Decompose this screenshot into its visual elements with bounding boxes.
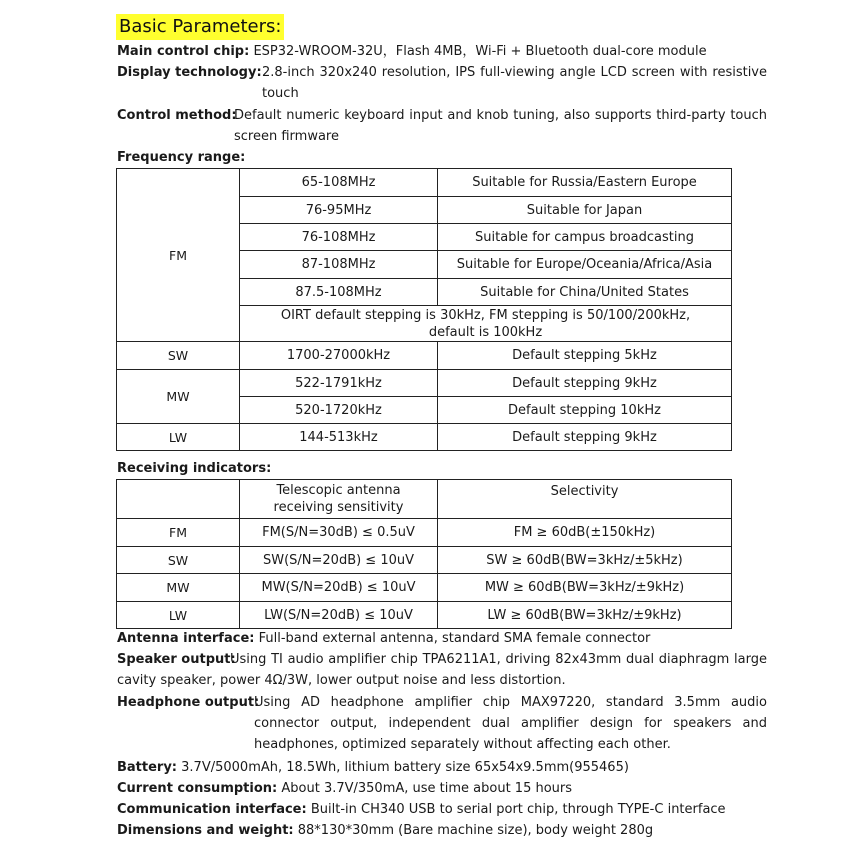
consumption-value: About 3.7V/350mA, use time about 15 hours <box>281 781 573 796</box>
mw-band-cell: MW <box>117 370 240 424</box>
receiving-table <box>116 479 732 629</box>
range-cell: 76-95MHz <box>240 197 438 224</box>
range-cell: 65-108MHz <box>240 169 438 197</box>
band-cell: LW <box>117 602 240 629</box>
table-row <box>117 169 732 197</box>
note-cell: Default stepping 9kHz <box>438 370 732 397</box>
table-row <box>117 519 732 547</box>
frequency-range-label: Frequency range: <box>117 150 246 165</box>
sensitivity-cell: MW(S/N=20dB) ≤ 10uV <box>240 574 438 602</box>
sw-band-cell: SW <box>117 342 240 370</box>
control-method-label: Control method: <box>117 108 237 123</box>
range-cell: 76-108MHz <box>240 224 438 251</box>
dimensions-row <box>117 820 653 841</box>
note-cell: Default stepping 5kHz <box>438 342 732 370</box>
sensitivity-cell: FM(S/N=30dB) ≤ 0.5uV <box>240 519 438 547</box>
range-cell: 87.5-108MHz <box>240 279 438 306</box>
communication-label: Communication interface: <box>117 802 307 817</box>
range-cell: 522-1791kHz <box>240 370 438 397</box>
communication-value: Built-in CH340 USB to serial port chip, through TYPE-C interface <box>310 802 726 817</box>
dimensions-label: Dimensions and weight: <box>117 823 294 838</box>
headphone-label: Headphone output: <box>117 695 260 710</box>
communication-row <box>117 799 726 820</box>
speaker-label: Speaker output: <box>117 652 236 667</box>
fm-band-cell: FM <box>117 169 240 342</box>
antenna-value: Full-band external antenna, standard SMA female connector <box>258 631 651 646</box>
selectivity-cell: MW ≥ 60dB(BW=3kHz/±9kHz) <box>438 574 732 602</box>
consumption-label: Current consumption: <box>117 781 278 796</box>
table-row <box>117 424 732 451</box>
range-cell: 520-1720kHz <box>240 397 438 424</box>
control-method-value: Default numeric keyboard input and knob tuning, also supports third-party touch screen firmware <box>234 108 767 144</box>
antenna-row <box>117 628 650 649</box>
antenna-label: Antenna interface: <box>117 631 255 646</box>
table-row <box>117 370 732 397</box>
table-row <box>117 574 732 602</box>
display-label: Display technology: <box>117 65 262 80</box>
table-row <box>117 602 732 629</box>
band-cell: MW <box>117 574 240 602</box>
fm-note-cell: OIRT default stepping is 30kHz, FM stepping is 50/100/200kHz, default is 100kHz <box>240 306 732 342</box>
sensitivity-cell: SW(S/N=20dB) ≤ 10uV <box>240 547 438 574</box>
selectivity-cell: SW ≥ 60dB(BW=3kHz/±5kHz) <box>438 547 732 574</box>
note-cell: Suitable for China/United States <box>438 279 732 306</box>
table-row <box>117 342 732 370</box>
speaker-value: Using TI audio amplifier chip TPA6211A1, driving 82x43mm dual diaphragm large cavity speaker, power 4Ω/3W, lower output noise and less distortion. <box>117 652 767 688</box>
band-cell: FM <box>117 519 240 547</box>
range-cell: 1700-27000kHz <box>240 342 438 370</box>
selectivity-header: Selectivity <box>438 480 732 519</box>
note-cell: Default stepping 10kHz <box>438 397 732 424</box>
battery-row <box>117 757 629 778</box>
battery-label: Battery: <box>117 760 178 775</box>
range-cell: 144-513kHz <box>240 424 438 451</box>
frequency-table <box>116 168 732 451</box>
dimensions-value: 88*130*30mm (Bare machine size), body weight 280g <box>297 823 654 838</box>
lw-band-cell: LW <box>117 424 240 451</box>
table-header-row <box>117 480 732 519</box>
note-cell: Default stepping 9kHz <box>438 424 732 451</box>
table-row <box>117 547 732 574</box>
selectivity-cell: LW ≥ 60dB(BW=3kHz/±9kHz) <box>438 602 732 629</box>
display-value: 2.8-inch 320x240 resolution, IPS full-viewing angle LCD screen with resistive touch <box>262 65 767 101</box>
sensitivity-cell: LW(S/N=20dB) ≤ 10uV <box>240 602 438 629</box>
sensitivity-header: Telescopic antenna receiving sensitivity <box>240 480 438 519</box>
note-cell: Suitable for Russia/Eastern Europe <box>438 169 732 197</box>
band-cell: SW <box>117 547 240 574</box>
note-cell: Suitable for Japan <box>438 197 732 224</box>
page-title: Basic Parameters: <box>116 14 284 40</box>
main-control-row <box>117 41 707 62</box>
selectivity-cell: FM ≥ 60dB(±150kHz) <box>438 519 732 547</box>
empty-header-cell <box>117 480 240 519</box>
headphone-value: Using AD headphone amplifier chip MAX97220, standard 3.5mm audio connector output, independent dual amplifier design for speakers and headphones, optimized separately without affecting each other. <box>254 695 767 752</box>
note-cell: Suitable for campus broadcasting <box>438 224 732 251</box>
main-control-value: ESP32-WROOM-32U，Flash 4MB，Wi-Fi + Bluetooth dual-core module <box>253 44 707 59</box>
battery-value: 3.7V/5000mAh, 18.5Wh, lithium battery size 65x54x9.5mm(955465) <box>181 760 629 775</box>
note-cell: Suitable for Europe/Oceania/Africa/Asia <box>438 251 732 279</box>
main-control-label: Main control chip: <box>117 44 250 59</box>
range-cell: 87-108MHz <box>240 251 438 279</box>
consumption-row <box>117 778 572 799</box>
receiving-indicators-label: Receiving indicators: <box>117 461 272 476</box>
